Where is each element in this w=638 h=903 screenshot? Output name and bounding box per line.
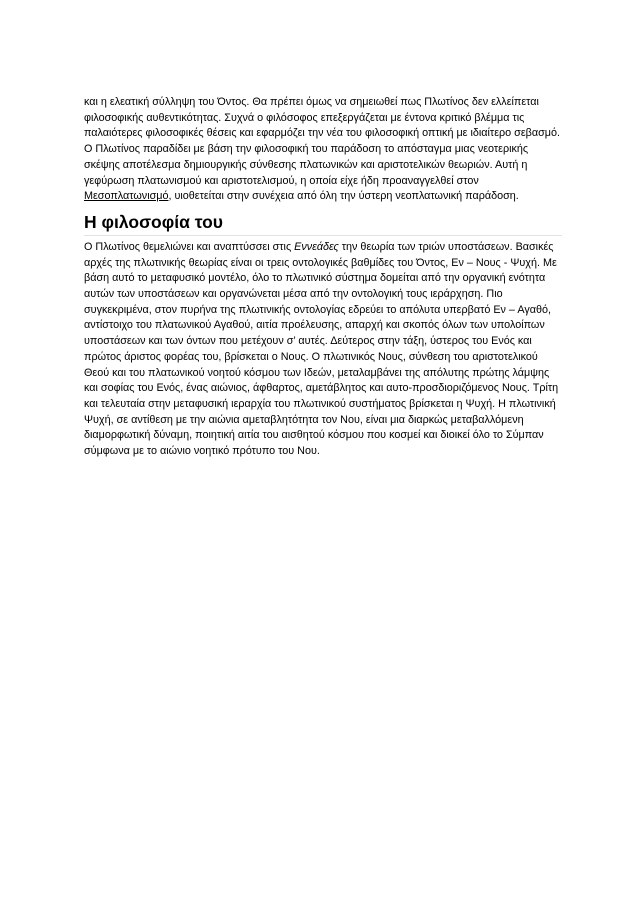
document-page xyxy=(84,95,562,460)
section-heading: Η φιλοσοφία του xyxy=(84,211,562,236)
enneads-title: Εννεάδες xyxy=(294,240,339,253)
mesoplatonism-link[interactable]: Μεσοπλατωνισμό xyxy=(84,190,169,203)
philosophy-paragraph xyxy=(84,240,562,460)
intro-text-end: , υιοθετείται στην συνέχεια από όλη την ύστερη νεοπλατωνική παράδοση. xyxy=(168,190,519,203)
intro-text: και η ελεατική σύλληψη του Όντος. Θα πρέπει όμως να σημειωθεί πως Πλωτίνος δεν ελλείπεται φιλοσοφικής αυθεντικότητας. Συχνά ο φιλόσοφος επεξεργάζεται με έντονα κριτικό βλέμμα τις παλαιότερες φιλοσοφικές θέσεις και εφαρμόζει την νέα του φιλοσοφική οπτική με ιδιαίτερο σεβασμό. Ο Πλωτίνος παραδίδει με βάση την φιλοσοφική του παράδοση το απόσταγμα μιας νεοτερικής σκέψης αποτέλεσμα δημιουργικής σύνθεσης πλατωνικών και αριστοτελικών θεωριών. Αυτή η γεφύρωση πλατωνισμού και αριστοτελισμού, η οποία είχε ήδη προαναγγελθεί στον xyxy=(84,96,560,187)
intro-paragraph xyxy=(84,95,562,205)
philosophy-text-start: Ο Πλωτίνος θεμελιώνει και αναπτύσσει στις xyxy=(84,240,295,253)
philosophy-text: την θεωρία των τριών υποστάσεων. Βασικές αρχές της πλωτινικής θεωρίας είναι οι τρεις οντολογικές βαθμίδες του Όντος, Εν – Νους - Ψυχή. Με βάση αυτό το μεταφυσικό μοντέλο, όλο το πλωτινικό σύστημα δομείται από την οργανική ενότητα αυτών των υποστάσεων και οργανώνεται μέσα από την οντολογική τους ιεράρχηση. Πιο συγκεκριμένα, στον πυρήνα της πλωτινικής οντολογίας εδρεύει το απόλυτα υπερβατό Εν – Αγαθό, αντίστοιχο του πλατωνικού Αγαθού, αιτία προέλευσης, απαρχή και σκοπός όλων των υπολοίπων υποστάσεων και των όντων που μετέχουν σ’ αυτές. Δεύτερος στην τάξη, ύστερος του Ενός και πρώτος άριστος φορέας του, βρίσκεται ο Νους. Ο πλωτινικός Νους, σύνθεση του αριστοτελικού Θεού και του πλατωνικού νοητού κόσμου των Ιδεών, μεταλαμβάνει της απόλυτης πρώτης λάμψης και σοφίας του Ενός, ένας αιώνιος, άφθαρτος, αμετάβλητος και αυτο-προσδιοριζόμενος Νους. Τρίτη και τελευταία στην μεταφυσική ιεραρχία του πλωτινικού συστήματος βρίσκεται η Ψυχή. Η πλωτινική Ψυχή, σε αντίθεση με την αιώνια αμεταβλητότητα τον Νου, είναι μια διαρκώς μεταβαλλόμενη διαμορφωτική δύναμη, ποιητική αιτία του αισθητού κόσμου που κοσμεί και διοικεί όλο το Σύμπαν σύμφωνα με το αιώνιο νοητικό πρότυπο του Νου. xyxy=(84,240,559,458)
